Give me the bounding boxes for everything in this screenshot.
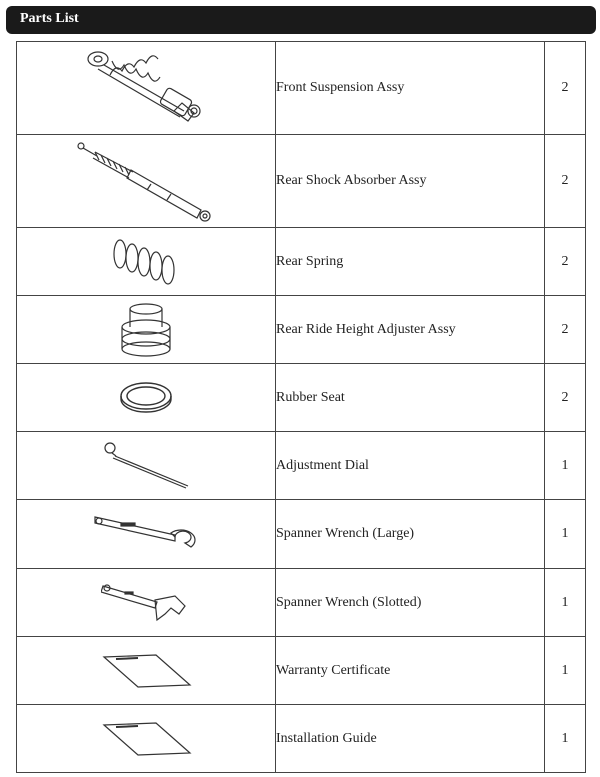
rear-shock-absorber-icon bbox=[71, 138, 221, 224]
part-image-cell bbox=[17, 500, 276, 569]
table-row bbox=[17, 42, 586, 135]
part-name: Front Suspension Assy bbox=[276, 42, 545, 135]
part-name: Rear Spring bbox=[276, 228, 545, 296]
part-image-cell bbox=[17, 228, 276, 296]
part-qty: 2 bbox=[545, 364, 586, 432]
rubber-seat-icon bbox=[116, 378, 176, 418]
part-qty: 1 bbox=[545, 705, 586, 773]
part-qty: 1 bbox=[545, 500, 586, 569]
section-header bbox=[6, 6, 596, 34]
part-name: Adjustment Dial bbox=[276, 432, 545, 500]
part-name: Spanner Wrench (Slotted) bbox=[276, 569, 545, 637]
installation-guide-icon bbox=[98, 719, 194, 759]
table-row bbox=[17, 432, 586, 500]
warranty-certificate-icon bbox=[98, 651, 194, 691]
part-name: Rubber Seat bbox=[276, 364, 545, 432]
parts-table bbox=[16, 41, 586, 773]
ride-height-adjuster-icon bbox=[111, 299, 181, 361]
part-qty: 1 bbox=[545, 569, 586, 637]
adjustment-dial-icon bbox=[98, 440, 194, 492]
spanner-wrench-large-icon bbox=[91, 513, 201, 555]
part-image-cell bbox=[17, 705, 276, 773]
part-qty: 2 bbox=[545, 42, 586, 135]
table-row bbox=[17, 569, 586, 637]
part-image-cell bbox=[17, 432, 276, 500]
table-row bbox=[17, 135, 586, 228]
rear-spring-icon bbox=[106, 234, 186, 290]
part-qty: 1 bbox=[545, 432, 586, 500]
part-image-cell bbox=[17, 296, 276, 364]
front-suspension-icon bbox=[76, 45, 216, 131]
part-image-cell bbox=[17, 569, 276, 637]
part-name: Rear Shock Absorber Assy bbox=[276, 135, 545, 228]
table-row bbox=[17, 364, 586, 432]
part-qty: 2 bbox=[545, 296, 586, 364]
part-name: Warranty Certificate bbox=[276, 637, 545, 705]
part-image-cell bbox=[17, 364, 276, 432]
part-name: Installation Guide bbox=[276, 705, 545, 773]
part-image-cell bbox=[17, 637, 276, 705]
part-name: Spanner Wrench (Large) bbox=[276, 500, 545, 569]
table-row bbox=[17, 705, 586, 773]
part-image-cell bbox=[17, 42, 276, 135]
part-qty: 1 bbox=[545, 637, 586, 705]
part-image-cell bbox=[17, 135, 276, 228]
table-row bbox=[17, 296, 586, 364]
section-title: Parts List bbox=[20, 11, 79, 26]
part-name: Rear Ride Height Adjuster Assy bbox=[276, 296, 545, 364]
table-row bbox=[17, 228, 586, 296]
table-row bbox=[17, 637, 586, 705]
part-qty: 2 bbox=[545, 135, 586, 228]
spanner-wrench-slotted-icon bbox=[101, 582, 191, 624]
table-row bbox=[17, 500, 586, 569]
part-qty: 2 bbox=[545, 228, 586, 296]
